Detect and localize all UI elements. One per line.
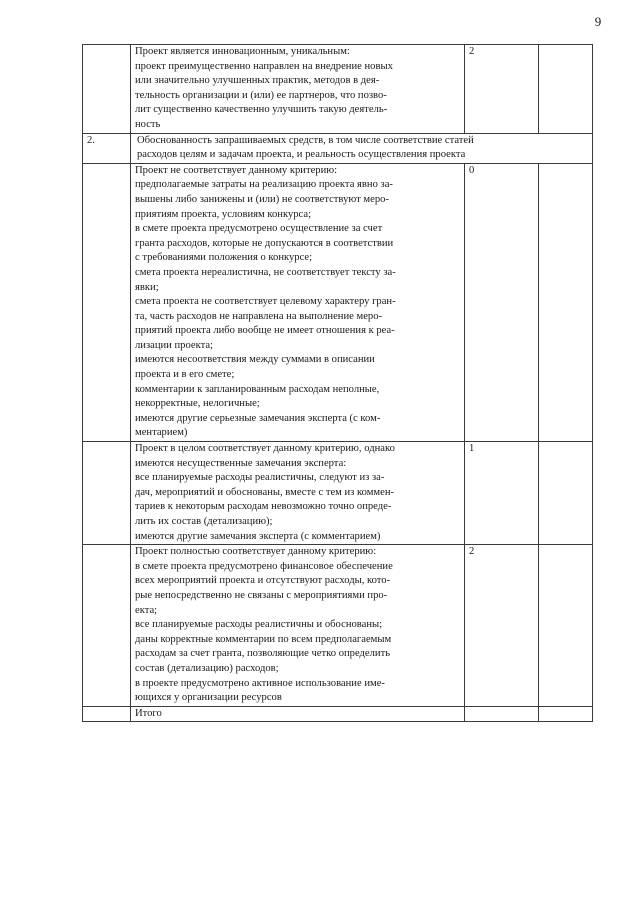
- text-line: все планируемые расходы реалистичны, следуют из за-: [135, 472, 385, 484]
- table-row-option: [83, 442, 593, 545]
- text-line: в смете проекта предусмотрено осуществление за счет: [135, 223, 383, 235]
- text-line: или значительно улучшенных практик, методов в дея-: [135, 75, 380, 87]
- row-number-cell: [83, 163, 131, 441]
- expert-score-cell: [539, 442, 593, 545]
- text-line: имеются несущественные замечания эксперта:: [135, 457, 347, 469]
- row-number-cell: [83, 545, 131, 707]
- score-cell: 1: [465, 442, 539, 545]
- text-line: ющихся у организации ресурсов: [135, 692, 282, 704]
- criterion-description-cell: [131, 545, 465, 707]
- criterion-description-cell: [131, 163, 465, 441]
- expert-score-cell: [539, 45, 593, 134]
- criterion-description-cell: [131, 45, 465, 134]
- criteria-table-body: [83, 45, 593, 722]
- text-line: ность: [135, 118, 161, 130]
- text-line: состав (детализацию) расходов;: [135, 662, 279, 674]
- expert-score-cell: [539, 545, 593, 707]
- text-line: комментарии к запланированным расходам неполные,: [135, 383, 380, 395]
- text-line: в смете проекта предусмотрено финансовое обеспечение: [135, 560, 393, 572]
- score-cell: 0: [465, 163, 539, 441]
- text-line: дач, мероприятий и обоснованы, вместе с тем из коммен-: [135, 486, 395, 498]
- text-line: та, часть расходов не направлена на выполнение меро-: [135, 310, 383, 322]
- expert-score-cell: [539, 163, 593, 441]
- text-line: Проект не соответствует данному критерию:: [135, 164, 338, 176]
- criteria-table: [82, 44, 593, 722]
- text-line: смета проекта не соответствует целевому характеру гран-: [135, 296, 396, 308]
- text-line: лит существенно качественно улучшить такую деятель-: [135, 104, 388, 116]
- text-line: приятий проекта либо вообще не имеет отношения к реа-: [135, 325, 395, 337]
- text-line: все планируемые расходы реалистичны и обоснованы;: [135, 619, 383, 631]
- page-number: 9: [594, 14, 602, 29]
- text-line: имеются несоответствия между суммами в описании: [135, 354, 375, 366]
- table-row-total: [83, 706, 593, 722]
- score-cell: 2: [465, 545, 539, 707]
- score-cell: 2: [465, 45, 539, 134]
- text-line: лить их состав (детализацию);: [135, 516, 273, 527]
- criterion-description-cell: [131, 442, 465, 545]
- text-line: Итого: [135, 707, 162, 719]
- expert-score-cell: [539, 706, 593, 722]
- text-line: приятиям проекта, условиям конкурса;: [135, 208, 312, 220]
- text-line: Обоснованность запрашиваемых средств, в том числе соответствие статей: [137, 134, 474, 146]
- text-line: в проекте предусмотрено активное использование име-: [135, 677, 385, 689]
- text-line: Проект полностью соответствует данному критерию:: [135, 546, 377, 558]
- text-line: расходам за счет гранта, позволяющие четко определить: [135, 648, 391, 660]
- table-row-option: [83, 545, 593, 707]
- text-line: имеются другие замечания эксперта (с комментарием): [135, 530, 381, 542]
- table-row-option: [83, 45, 593, 134]
- row-number-cell: 2.: [83, 133, 131, 163]
- text-line: вышены либо занижены и (или) не соответствуют меро-: [135, 193, 389, 205]
- text-line: с требованиями положения о конкурсе;: [135, 252, 313, 264]
- text-line: смета проекта нереалистична, не соответствует тексту за-: [135, 266, 396, 278]
- text-line: гранта расходов, которые не допускаются в соответствии: [135, 237, 394, 249]
- text-line: явки;: [135, 281, 159, 293]
- text-line: екта;: [135, 604, 158, 616]
- row-number-cell: [83, 45, 131, 134]
- score-cell: [465, 706, 539, 722]
- text-line: предполагаемые затраты на реализацию проекта явно за-: [135, 179, 393, 191]
- text-line: тельность организации и (или) ее партнеров, что позво-: [135, 89, 387, 101]
- text-line: проект преимущественно направлен на внедрение новых: [135, 60, 393, 72]
- row-number-cell: [83, 706, 131, 722]
- text-line: ментарием): [135, 427, 188, 439]
- text-line: Проект в целом соответствует данному критерию, однако: [135, 443, 395, 455]
- total-label-cell: [131, 706, 465, 722]
- row-number-cell: [83, 442, 131, 545]
- text-line: Проект является инновационным, уникальным:: [135, 46, 350, 57]
- text-line: расходов целям и задачам проекта, и реальность осуществления проекта: [137, 149, 466, 161]
- text-line: лизации проекта;: [135, 339, 214, 351]
- text-line: имеются другие серьезные замечания эксперта (с ком-: [135, 412, 381, 424]
- text-line: некорректные, нелогичные;: [135, 398, 260, 410]
- text-line: проекта и в его смете;: [135, 369, 235, 381]
- text-line: рые непосредственно не связаны с мероприятиями про-: [135, 589, 388, 601]
- criterion-title-cell: [131, 133, 593, 163]
- text-line: всех мероприятий проекта и отсутствуют расходы, кото-: [135, 575, 391, 587]
- table-row-option: [83, 163, 593, 441]
- table-row-section: [83, 133, 593, 163]
- text-line: тариев к некоторым расходам невозможно точно опреде-: [135, 501, 392, 513]
- text-line: даны корректные комментарии по всем предполагаемым: [135, 633, 392, 645]
